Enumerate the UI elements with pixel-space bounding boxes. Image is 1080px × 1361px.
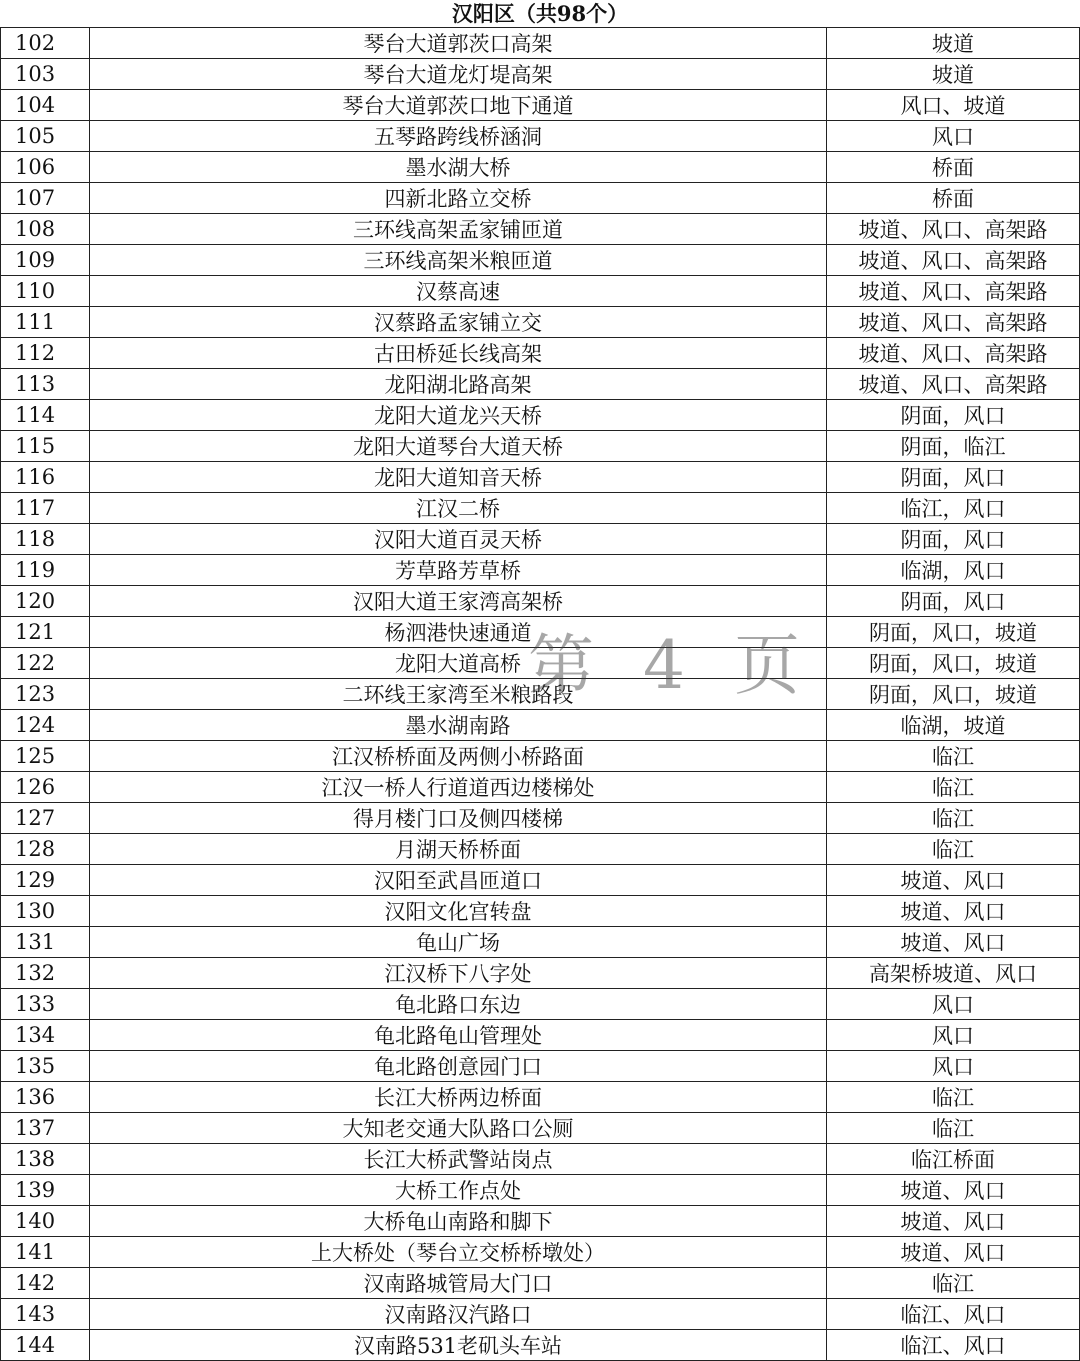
row-number: 120 (1, 586, 90, 617)
location-cell: 汉阳至武昌匝道口 (90, 865, 827, 896)
row-number: 105 (1, 121, 90, 152)
location-cell: 江汉桥桥面及两侧小桥路面 (90, 741, 827, 772)
row-number: 130 (1, 896, 90, 927)
hazard-type-cell: 阴面，风口 (827, 462, 1080, 493)
hazard-type-cell: 坡道 (827, 28, 1080, 59)
table-row (1, 1175, 1080, 1206)
row-number: 132 (1, 958, 90, 989)
table-row (1, 493, 1080, 524)
table-row (1, 400, 1080, 431)
hazard-type-cell: 临江，风口 (827, 493, 1080, 524)
table-row (1, 1144, 1080, 1175)
hazard-type-cell: 阴面，临江 (827, 431, 1080, 462)
table-row (1, 1330, 1080, 1361)
location-cell: 二环线王家湾至米粮路段 (90, 679, 827, 710)
hazard-type-cell: 桥面 (827, 183, 1080, 214)
row-number: 137 (1, 1113, 90, 1144)
table-row (1, 989, 1080, 1020)
hazard-type-cell: 临江 (827, 1113, 1080, 1144)
hazard-type-cell: 阴面，风口 (827, 400, 1080, 431)
row-number: 139 (1, 1175, 90, 1206)
table-row (1, 1082, 1080, 1113)
table-row (1, 1020, 1080, 1051)
location-cell: 四新北路立交桥 (90, 183, 827, 214)
hazard-type-cell: 坡道、风口 (827, 1237, 1080, 1268)
location-cell: 汉南路531老矶头车站 (90, 1330, 827, 1361)
table-row (1, 214, 1080, 245)
hazard-type-cell: 临江 (827, 834, 1080, 865)
location-cell: 长江大桥武警站岗点 (90, 1144, 827, 1175)
row-number: 131 (1, 927, 90, 958)
row-number: 106 (1, 152, 90, 183)
hazard-type-cell: 坡道、风口、高架路 (827, 214, 1080, 245)
table-row (1, 462, 1080, 493)
row-number: 108 (1, 214, 90, 245)
location-cell: 得月楼门口及侧四楼梯 (90, 803, 827, 834)
row-number: 140 (1, 1206, 90, 1237)
location-cell: 墨水湖大桥 (90, 152, 827, 183)
location-cell: 汉阳大道王家湾高架桥 (90, 586, 827, 617)
location-cell: 汉南路汉汽路口 (90, 1299, 827, 1330)
row-number: 107 (1, 183, 90, 214)
table-row (1, 834, 1080, 865)
table-row (1, 741, 1080, 772)
table-body (1, 28, 1080, 1361)
hazard-type-cell: 坡道、风口 (827, 1175, 1080, 1206)
table-row (1, 772, 1080, 803)
location-cell: 龙阳大道龙兴天桥 (90, 400, 827, 431)
location-cell: 龙阳湖北路高架 (90, 369, 827, 400)
location-cell: 琴台大道龙灯堤高架 (90, 59, 827, 90)
row-number: 124 (1, 710, 90, 741)
location-cell: 龙阳大道知音天桥 (90, 462, 827, 493)
row-number: 117 (1, 493, 90, 524)
location-cell: 芳草路芳草桥 (90, 555, 827, 586)
row-number: 128 (1, 834, 90, 865)
row-number: 116 (1, 462, 90, 493)
hazard-type-cell: 临江 (827, 803, 1080, 834)
location-cell: 长江大桥两边桥面 (90, 1082, 827, 1113)
row-number: 127 (1, 803, 90, 834)
table-row (1, 121, 1080, 152)
row-number: 115 (1, 431, 90, 462)
hazard-type-cell: 坡道、风口、高架路 (827, 245, 1080, 276)
table-row (1, 617, 1080, 648)
row-number: 129 (1, 865, 90, 896)
hazard-type-cell: 坡道、风口 (827, 927, 1080, 958)
table-row (1, 245, 1080, 276)
hazard-type-cell: 坡道、风口、高架路 (827, 369, 1080, 400)
location-cell: 杨泗港快速通道 (90, 617, 827, 648)
table-row (1, 958, 1080, 989)
hazard-type-cell: 风口 (827, 989, 1080, 1020)
table-row (1, 1237, 1080, 1268)
row-number: 123 (1, 679, 90, 710)
hazard-type-cell: 临湖，风口 (827, 555, 1080, 586)
table-row (1, 586, 1080, 617)
location-table (0, 27, 1080, 1361)
row-number: 144 (1, 1330, 90, 1361)
hazard-type-cell: 阴面，风口，坡道 (827, 617, 1080, 648)
row-number: 109 (1, 245, 90, 276)
table-row (1, 679, 1080, 710)
table-row (1, 1299, 1080, 1330)
location-cell: 龙阳大道琴台大道天桥 (90, 431, 827, 462)
table-row (1, 1051, 1080, 1082)
location-cell: 三环线高架米粮匝道 (90, 245, 827, 276)
hazard-type-cell: 临江、风口 (827, 1330, 1080, 1361)
location-cell: 龙阳大道高桥 (90, 648, 827, 679)
hazard-type-cell: 临江 (827, 1268, 1080, 1299)
hazard-type-cell: 阴面，风口，坡道 (827, 679, 1080, 710)
table-row (1, 369, 1080, 400)
location-cell: 琴台大道郭茨口高架 (90, 28, 827, 59)
location-cell: 江汉二桥 (90, 493, 827, 524)
hazard-type-cell: 坡道、风口 (827, 865, 1080, 896)
hazard-type-cell: 坡道、风口 (827, 1206, 1080, 1237)
hazard-type-cell: 坡道、风口、高架路 (827, 276, 1080, 307)
row-number: 114 (1, 400, 90, 431)
hazard-type-cell: 临江、风口 (827, 1299, 1080, 1330)
table-row (1, 1113, 1080, 1144)
row-number: 104 (1, 90, 90, 121)
location-cell: 三环线高架孟家铺匝道 (90, 214, 827, 245)
hazard-type-cell: 临江 (827, 1082, 1080, 1113)
table-row (1, 803, 1080, 834)
row-number: 113 (1, 369, 90, 400)
row-number: 135 (1, 1051, 90, 1082)
location-cell: 江汉一桥人行道道西边楼梯处 (90, 772, 827, 803)
location-cell: 龟北路龟山管理处 (90, 1020, 827, 1051)
hazard-type-cell: 风口 (827, 121, 1080, 152)
row-number: 112 (1, 338, 90, 369)
row-number: 138 (1, 1144, 90, 1175)
table-row (1, 59, 1080, 90)
table-row (1, 28, 1080, 59)
table-row (1, 896, 1080, 927)
row-number: 125 (1, 741, 90, 772)
hazard-type-cell: 阴面，风口 (827, 586, 1080, 617)
table-row (1, 865, 1080, 896)
location-cell: 五琴路跨线桥涵洞 (90, 121, 827, 152)
location-cell: 江汉桥下八字处 (90, 958, 827, 989)
hazard-type-cell: 坡道、风口 (827, 896, 1080, 927)
location-cell: 大知老交通大队路口公厕 (90, 1113, 827, 1144)
location-cell: 龟北路创意园门口 (90, 1051, 827, 1082)
table-row (1, 307, 1080, 338)
location-cell: 琴台大道郭茨口地下通道 (90, 90, 827, 121)
row-number: 110 (1, 276, 90, 307)
hazard-type-cell: 临湖，坡道 (827, 710, 1080, 741)
row-number: 133 (1, 989, 90, 1020)
table-row (1, 431, 1080, 462)
location-cell: 墨水湖南路 (90, 710, 827, 741)
row-number: 118 (1, 524, 90, 555)
table-row (1, 524, 1080, 555)
hazard-type-cell: 高架桥坡道、风口 (827, 958, 1080, 989)
row-number: 102 (1, 28, 90, 59)
row-number: 119 (1, 555, 90, 586)
page-number-watermark: 第 4 页 (528, 627, 814, 704)
table-row (1, 927, 1080, 958)
table-row (1, 648, 1080, 679)
table-row (1, 555, 1080, 586)
table-row (1, 710, 1080, 741)
hazard-type-cell: 坡道、风口、高架路 (827, 307, 1080, 338)
hazard-type-cell: 风口 (827, 1051, 1080, 1082)
row-number: 126 (1, 772, 90, 803)
location-cell: 汉南路城管局大门口 (90, 1268, 827, 1299)
row-number: 122 (1, 648, 90, 679)
table-row (1, 1268, 1080, 1299)
hazard-type-cell: 阴面，风口，坡道 (827, 648, 1080, 679)
table-row (1, 183, 1080, 214)
table-row (1, 152, 1080, 183)
location-cell: 龟北路口东边 (90, 989, 827, 1020)
location-cell: 月湖天桥桥面 (90, 834, 827, 865)
hazard-type-cell: 临江 (827, 741, 1080, 772)
location-cell: 古田桥延长线高架 (90, 338, 827, 369)
row-number: 136 (1, 1082, 90, 1113)
location-cell: 汉蔡高速 (90, 276, 827, 307)
row-number: 103 (1, 59, 90, 90)
location-cell: 大桥龟山南路和脚下 (90, 1206, 827, 1237)
row-number: 134 (1, 1020, 90, 1051)
location-cell: 汉阳文化宫转盘 (90, 896, 827, 927)
hazard-type-cell: 坡道、风口、高架路 (827, 338, 1080, 369)
hazard-type-cell: 坡道 (827, 59, 1080, 90)
hazard-type-cell: 临江桥面 (827, 1144, 1080, 1175)
location-cell: 上大桥处（琴台立交桥桥墩处） (90, 1237, 827, 1268)
location-table-container (0, 27, 1080, 1361)
hazard-type-cell: 风口、坡道 (827, 90, 1080, 121)
location-cell: 大桥工作点处 (90, 1175, 827, 1206)
hazard-type-cell: 阴面，风口 (827, 524, 1080, 555)
hazard-type-cell: 风口 (827, 1020, 1080, 1051)
hazard-type-cell: 临江 (827, 772, 1080, 803)
location-cell: 汉阳大道百灵天桥 (90, 524, 827, 555)
row-number: 141 (1, 1237, 90, 1268)
hazard-type-cell: 桥面 (827, 152, 1080, 183)
row-number: 142 (1, 1268, 90, 1299)
page-title: 汉阳区（共98个） (451, 1, 629, 26)
table-row (1, 276, 1080, 307)
row-number: 111 (1, 307, 90, 338)
row-number: 143 (1, 1299, 90, 1330)
table-row (1, 90, 1080, 121)
row-number: 121 (1, 617, 90, 648)
location-cell: 汉蔡路孟家铺立交 (90, 307, 827, 338)
table-row (1, 1206, 1080, 1237)
location-cell: 龟山广场 (90, 927, 827, 958)
table-row (1, 338, 1080, 369)
